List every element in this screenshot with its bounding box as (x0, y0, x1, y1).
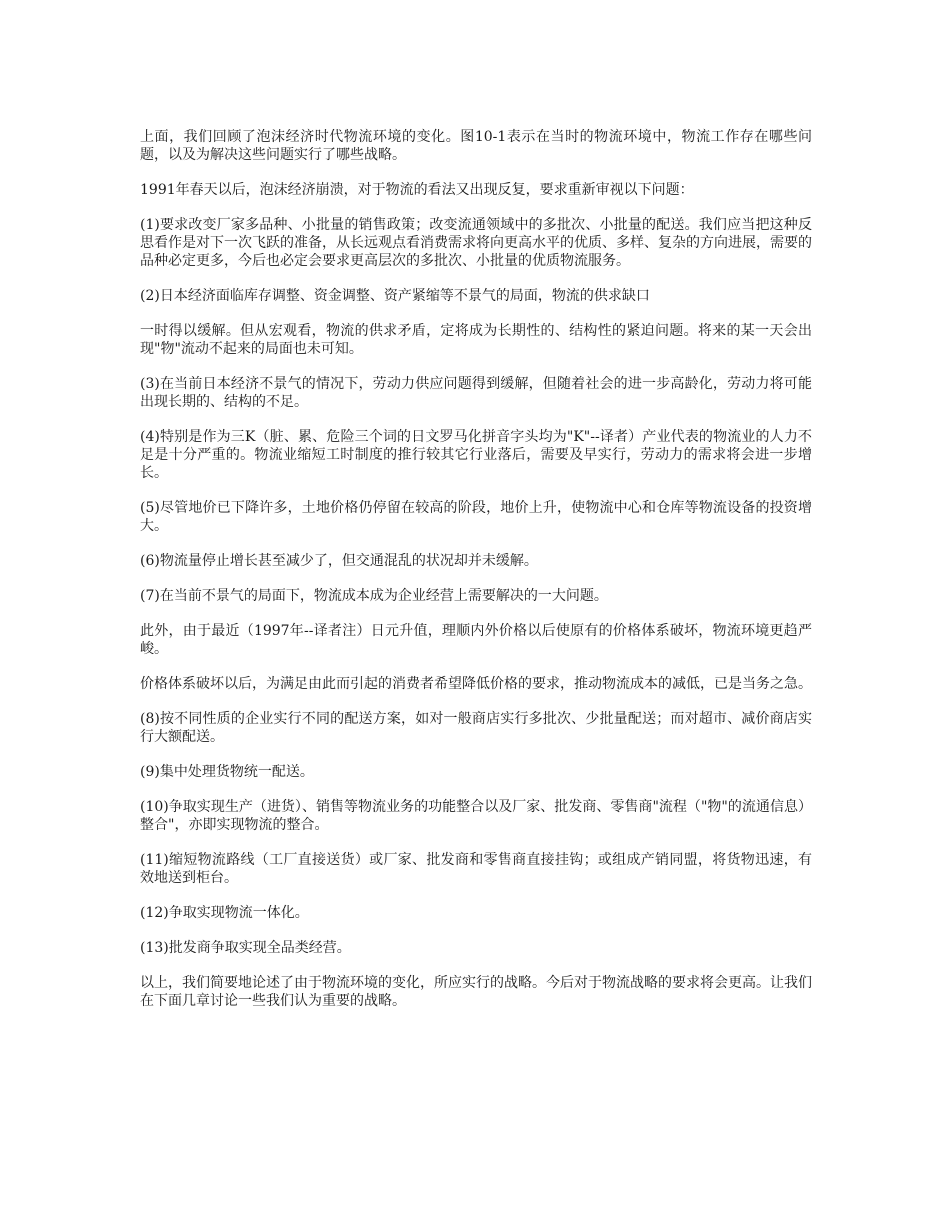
paragraph-item-2: (2)日本经济面临库存调整、资金调整、资产紧缩等不景气的局面，物流的供求缺口 (140, 288, 650, 304)
paragraph-item-1: (1)要求改变厂家多品种、小批量的销售政策；改变流通领域中的多批次、小批量的配送。我们应当把这种反思看作是对下一次飞跃的准备，从长远观点看消费需求将向更高水平的优质、多样、复杂的方向进展，需要的品种必定更多，今后也必定会要求更高层次的多批次、小批量的优质物流服务。 (140, 217, 812, 269)
paragraph-item-6: (6)物流量停止增长甚至减少了，但交通混乱的状况却并未缓解。 (140, 553, 538, 569)
paragraph-conclusion: 以上，我们简要地论述了由于物流环境的变化，所应实行的战略。今后对于物流战略的要求将会更高。让我们在下面几章讨论一些我们认为重要的战略。 (140, 975, 812, 1009)
paragraph-item-11: (11)缩短物流路线（工厂直接送货）或厂家、批发商和零售商直接挂钩；或组成产销同盟，将货物迅速，有效地送到柜台。 (140, 852, 812, 886)
paragraph-item-2-continued: 一时得以缓解。但从宏观看，物流的供求矛盾，定将成为长期性的、结构性的紧迫问题。将来的某一天会出现"物"流动不起来的局面也未可知。 (140, 323, 812, 357)
paragraph-item-9: (9)集中处理货物统一配送。 (140, 764, 314, 780)
paragraph-item-5: (5)尽管地价已下降许多，土地价格仍停留在较高的阶段，地价上升，使物流中心和仓库等物流设备的投资增大。 (140, 500, 812, 534)
paragraph-intro: 上面，我们回顾了泡沫经济时代物流环境的变化。图10-1表示在当时的物流环境中，物流工作存在哪些问题，以及为解决这些问题实行了哪些战略。 (140, 129, 812, 163)
paragraph-item-3: (3)在当前日本经济不景气的情况下，劳动力供应问题得到缓解，但随着社会的进一步高龄化，劳动力将可能出现长期的、结构的不足。 (140, 376, 812, 410)
paragraph-item-7: (7)在当前不景气的局面下，物流成本成为企业经营上需要解决的一大问题。 (140, 588, 608, 604)
paragraph-item-13: (13)批发商争取实现全品类经营。 (140, 940, 351, 956)
paragraph-item-12: (12)争取实现物流一体化。 (140, 905, 309, 921)
paragraph-item-8: (8)按不同性质的企业实行不同的配送方案，如对一般商店实行多批次、少批量配送；而对超市、减价商店实行大额配送。 (140, 711, 812, 745)
paragraph-yen-appreciation: 此外，由于最近（1997年--译者注）日元升值，理顺内外价格以后使原有的价格体系破坏，物流环境更趋严峻。 (140, 623, 812, 657)
paragraph-item-10: (10)争取实现生产（进货）、销售等物流业务的功能整合以及厂家、批发商、零售商"流程（"物"的流通信息）整合"，亦即实现物流的整合。 (140, 799, 812, 833)
paragraph-item-4: (4)特别是作为三K（脏、累、危险三个词的日文罗马化拼音字头均为"K"--译者）产业代表的物流业的人力不足是十分严重的。物流业缩短工时制度的推行较其它行业落后，需要及早实行，劳动力的需求将会进一步增长。 (140, 429, 812, 481)
paragraph-bubble-collapse: 1991年春天以后，泡沫经济崩溃，对于物流的看法又出现反复，要求重新审视以下问题： (140, 182, 694, 198)
paragraph-price-system: 价格体系破坏以后，为满足由此而引起的消费者希望降低价格的要求，推动物流成本的减低，已是当务之急。 (140, 676, 812, 692)
document-page (140, 128, 812, 1027)
